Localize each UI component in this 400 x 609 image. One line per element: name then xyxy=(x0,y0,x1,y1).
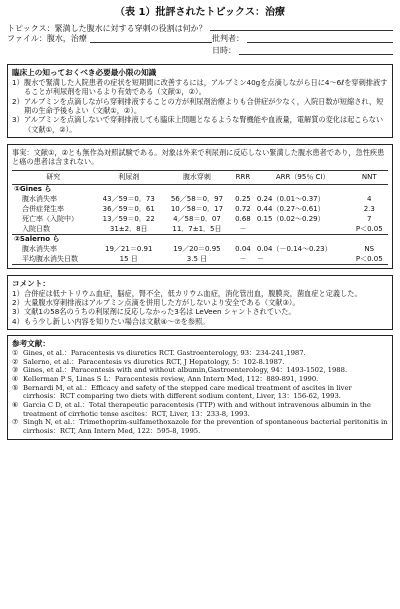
knowledge-box xyxy=(7,64,393,138)
reference-item xyxy=(12,401,388,418)
comment-item xyxy=(12,298,388,307)
comment-item-text: 大量腹水穿刺排液はアルブミン点滴を併用した方がしないより安全である（文献③）。 xyxy=(24,298,300,308)
cell-nnt: NS xyxy=(364,244,375,253)
page-title: （表 1）批評されたトピックス：治療 xyxy=(115,7,285,18)
reference-item-number: ⑥ xyxy=(12,401,19,410)
cell-arr: 0.44（0.27～0.61） xyxy=(256,204,325,213)
table-cell xyxy=(255,234,351,244)
cell-paracentesis: 56／58＝0．97 xyxy=(170,194,224,203)
cell-arr xyxy=(255,224,351,234)
date-row xyxy=(7,46,393,58)
knowledge-title: 臨床上の知っておくべき必要最小限の知識 xyxy=(12,68,157,77)
cell-rrr: 0.68 xyxy=(235,214,251,223)
comment-item xyxy=(12,317,388,326)
table-cell xyxy=(95,184,163,194)
cell-rrr: 0.72 xyxy=(235,204,251,213)
reviewer-label: 批判者： xyxy=(212,34,244,43)
reference-item-number: ① xyxy=(12,348,19,357)
knowledge-item-number: 3） xyxy=(12,115,24,125)
reference-item-text: Kellerman P S, Linas S L：Paracentesis review, Ann Intern Med, 112：889-891, 1990. xyxy=(23,375,319,384)
table-row xyxy=(12,214,388,224)
cell-nnt: P＜0.05 xyxy=(351,254,388,264)
cell-nnt: 2.3 xyxy=(363,204,375,213)
results-table xyxy=(12,170,388,265)
column-header: 利尿剤 xyxy=(95,170,163,184)
date-label: 日時： xyxy=(212,46,236,55)
cell-diuretic: 31±2．8日 xyxy=(109,224,148,233)
comment-item xyxy=(12,289,388,298)
reference-item-number: ② xyxy=(12,357,19,366)
topic-row xyxy=(7,22,393,34)
reference-item xyxy=(12,418,388,435)
reference-item-number: ⑦ xyxy=(12,418,19,427)
comment-item-text: 文献1の58名のうちの利尿剤に反応しなかった3名は LeVeen シャントされていた。 xyxy=(24,307,296,317)
references-list xyxy=(12,349,388,436)
table-cell xyxy=(231,184,255,194)
comments-title: コメント： xyxy=(12,278,50,288)
cell-diuretic: 43／59＝0．73 xyxy=(102,194,155,203)
results-body xyxy=(12,184,388,264)
study-name-row xyxy=(12,184,388,194)
comment-item xyxy=(12,307,388,316)
cell-rrr: 0.25 xyxy=(235,194,251,203)
results-header-row xyxy=(12,170,388,184)
cell-rrr: － xyxy=(231,254,255,264)
cell-paracentesis: 3.5 日 xyxy=(163,254,231,264)
reference-item-text: Gines, et al.：Paracentesis with and without albumin,Gastroenterology, 94：1493-1502, 1988. xyxy=(23,366,348,375)
study-name: ①Gines ら xyxy=(14,185,52,194)
knowledge-item xyxy=(12,97,388,116)
header-fields xyxy=(7,22,393,58)
study-intro: 事実：文献①，②とも無作為対照試験である。対象は外来で利尿剤に反応しない緊満した腹水患者であり，急性疾患と癌の患者は含まれない。 xyxy=(12,148,385,167)
references-box xyxy=(7,335,393,440)
references-title: 参考文献： xyxy=(12,339,50,349)
cell-rrr: 0.04 xyxy=(235,244,251,253)
reference-item xyxy=(12,384,388,401)
reference-item-number: ⑤ xyxy=(12,383,19,392)
row-label: 入院日数 xyxy=(22,224,50,233)
topic-label: トピックス：緊満した腹水に対する穿刺の役割は何か？ xyxy=(7,24,207,33)
reviewer-line xyxy=(247,34,393,43)
knowledge-item-text: アルブミンを点滴しながら穿刺排液することの方が利尿剤治療よりも合併症が少なく，入院日数が短縮され，短期の生命予後もよい（文献①，②）。 xyxy=(24,96,384,115)
comment-item-number: 4） xyxy=(12,316,24,326)
cell-arr: 0.24（0.01～0.37） xyxy=(256,194,325,203)
reviewer-field xyxy=(212,34,393,44)
cell-nnt: 4 xyxy=(367,194,372,203)
file-label: ファイル：腹水，治療 xyxy=(7,34,87,43)
table-row xyxy=(12,224,388,234)
reference-item xyxy=(12,349,388,358)
column-header: RRR xyxy=(231,170,255,184)
column-header: ARR（95％ CI） xyxy=(255,170,351,184)
knowledge-item xyxy=(12,115,388,134)
reference-item xyxy=(12,358,388,367)
knowledge-item-text: アルブミンを点滴しないで穿刺排液しても臨床上問題となるような腎機能や血液量，電解質の変化は起こらない（文献①，②）。 xyxy=(24,115,384,134)
cell-paracentesis: 10／58＝0．17 xyxy=(170,204,224,213)
row-label: 平均腹水消失日数 xyxy=(12,254,95,264)
study-name: ②Salerno ら xyxy=(12,234,95,244)
reference-item xyxy=(12,366,388,375)
reference-item-text: Bernardi M, et al.：Efficacy and safety of the stepped care medical treatment of ascites in liver cirrhosis：RCT comparing two diets with different sodium content, Liver, 13：156-62, 1993. xyxy=(23,383,352,401)
cell-rrr: － xyxy=(239,224,247,233)
study-name-row xyxy=(12,234,388,244)
cell-paracentesis: 4／58＝0．07 xyxy=(173,214,221,223)
reference-item xyxy=(12,375,388,384)
comments-list xyxy=(12,289,388,326)
table-row xyxy=(12,254,388,264)
column-header: NNT xyxy=(351,170,388,184)
knowledge-list xyxy=(12,78,388,134)
table-row xyxy=(12,194,388,204)
comment-item-text: もう少し新しい内容を知りたい場合は文献④～⑦を参照。 xyxy=(24,316,210,326)
reference-item-text: Garcia C D, et al.：Total therapeutic paracentesis (TTP) with and without intravenous albumin in the treatment of cirrhotic tense ascites：RCT, Liver, 13：233-8, 1993. xyxy=(23,401,371,418)
table-cell xyxy=(255,184,351,194)
comment-item-number: 1） xyxy=(12,288,24,298)
row-label: 腹水消失率 xyxy=(22,194,57,203)
table-cell xyxy=(231,234,255,244)
file-reviewer-row xyxy=(7,34,393,46)
comment-item-number: 3） xyxy=(12,307,24,317)
topic-line xyxy=(210,22,393,31)
row-label: 死亡率（入院中） xyxy=(22,214,78,223)
table-row xyxy=(12,244,388,254)
cell-arr: 0.15（0.02～0.29） xyxy=(256,214,325,223)
table-cell xyxy=(351,234,388,244)
date-line xyxy=(239,46,393,55)
knowledge-item-number: 1） xyxy=(12,77,24,87)
comment-item-text: 合併症は低ナトリウム血症，脳症，腎不全，低カリウム血症，消化管出血，腹膜炎，菌血症と定義した。 xyxy=(24,288,362,298)
comment-item-number: 2） xyxy=(12,298,24,308)
cell-arr: － xyxy=(255,254,351,264)
cell-diuretic: 19／21＝0.91 xyxy=(105,244,153,253)
row-label: 腹水消失率 xyxy=(22,244,57,253)
table-cell xyxy=(95,234,163,244)
cell-nnt: 7 xyxy=(367,214,372,223)
table-cell xyxy=(351,184,388,194)
cell-paracentesis: 11．7±1．5日 xyxy=(172,224,222,233)
table-row xyxy=(12,204,388,214)
cell-nnt: P＜0.05 xyxy=(355,224,383,233)
cell-arr: 0.04（－0.14～0.23） xyxy=(256,244,332,253)
table-cell xyxy=(163,234,231,244)
reference-item-text: Salerno, et al.：Paracentesis vs diuretics RCT, J Hepatology, 5：102-8.1987. xyxy=(23,357,285,366)
reference-item-text: Gines, et al.：Paracentesis vs diuretics RCT. Gastroenterology, 93：234-241,1987. xyxy=(23,348,306,357)
date-field xyxy=(212,46,393,56)
reference-item-number: ④ xyxy=(12,375,19,384)
column-header: 研究 xyxy=(12,170,95,184)
table-cell xyxy=(163,184,231,194)
cell-paracentesis: 19／20＝0.95 xyxy=(173,244,221,253)
cell-diuretic: 15 日 xyxy=(95,254,163,264)
knowledge-item-text: 腹水で緊満した入院患者の症状を短期間に改善するには，アルブミン40gを点滴しながら日に4～6ℓを穿刺排液することが利尿剤を用いるより有効である（文献①，②）。 xyxy=(24,77,388,97)
row-label: 合併症発生率 xyxy=(22,204,64,213)
column-header: 腹水穿刺 xyxy=(163,170,231,184)
cell-diuretic: 13／59＝0．22 xyxy=(102,214,155,223)
file-field xyxy=(7,34,212,44)
knowledge-item-number: 2） xyxy=(12,96,24,106)
knowledge-item xyxy=(12,78,388,97)
reference-item-number: ③ xyxy=(12,366,19,375)
cell-diuretic: 36／59＝0．61 xyxy=(102,204,155,213)
file-line xyxy=(90,34,212,43)
reference-item-text: Singh N, et al.：Trimethoprim-sulfamethoxazole for the prevention of spontaneous bacterial peritonitis in cirrhosis：RCT, Ann Intern Med, 122：595-8, 1995. xyxy=(23,418,388,436)
comments-box xyxy=(7,275,393,330)
study-box xyxy=(7,144,393,269)
